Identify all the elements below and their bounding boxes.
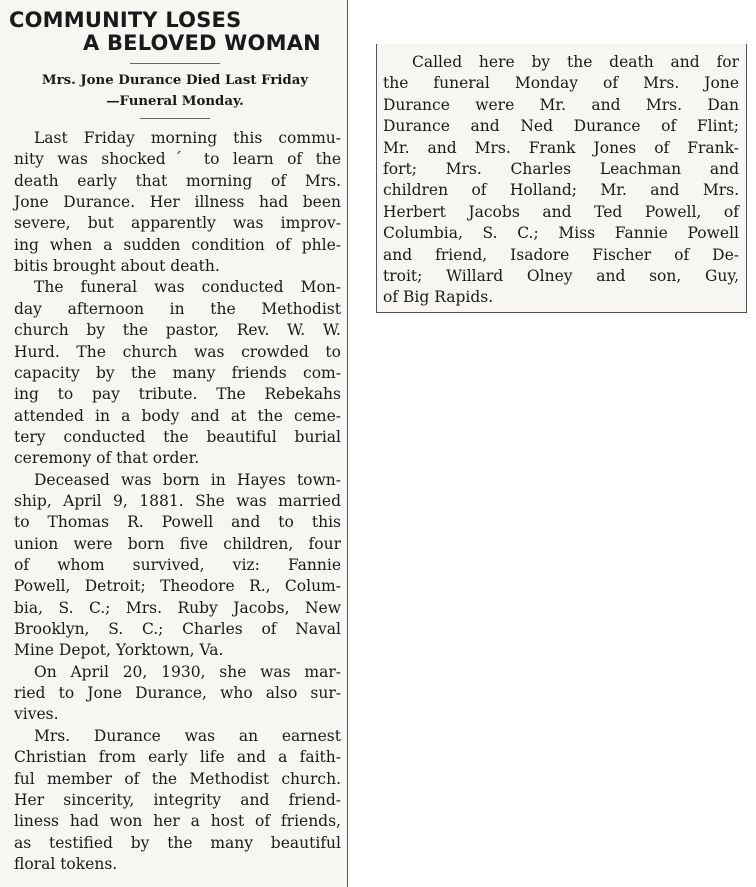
body-line: tery conducted the beautiful burial [14, 427, 341, 446]
body-line: Durance and Ned Durance of Flint; [383, 117, 739, 136]
body-line: Mine Depot, Yorktown, Va. [14, 641, 224, 660]
body-line: as testified by the many beautiful [14, 833, 341, 852]
body-line: Hurd. The church was crowded to [14, 342, 341, 361]
article-clipping-right [376, 44, 747, 313]
body-line: children of Holland; Mr. and Mrs. [383, 181, 739, 200]
body-line: ried to Jone Durance, who also sur- [14, 684, 341, 703]
body-line: ceremony of that order. [14, 449, 200, 468]
body-line: Columbia, S. C.; Miss Fannie Powell [383, 224, 739, 243]
body-line: ful member of the Methodist church. [14, 769, 341, 788]
body-line: attended in a body and at the ceme- [14, 406, 341, 425]
body-line: and friend, Isadore Fischer of De- [383, 245, 739, 264]
body-line: Her sincerity, integrity and friend- [14, 790, 341, 809]
body-line: fort; Mrs. Charles Leachman and [383, 160, 739, 178]
body-line: troit; Willard Olney and son, Guy, [383, 267, 739, 285]
headline-line-2: A BELOVED WOMAN [83, 31, 321, 55]
body-line: union were born five children, four [14, 534, 341, 553]
body-line: of Big Rapids. [383, 288, 494, 307]
body-line: Last Friday morning this commu- [34, 129, 341, 147]
body-line: Herbert Jacobs and Ted Powell, of [383, 202, 739, 221]
body-line: ing when a sudden condition of phle- [14, 235, 341, 254]
headline-rule [130, 63, 220, 64]
body-line: vives. [14, 705, 59, 724]
body-line: bitis brought about death. [14, 257, 220, 276]
subhead-line-2: —Funeral Monday. [106, 94, 244, 109]
body-line: church by the pastor, Rev. W. W. [14, 321, 341, 340]
headline-line-1: COMMUNITY LOSES [9, 8, 242, 32]
body-line: ing to pay tribute. The Rebekahs [14, 385, 341, 404]
body-line: Brooklyn, S. C.; Charles of Naval [14, 620, 341, 639]
body-line: Mrs. Durance was an earnest [34, 726, 341, 745]
body-line: The funeral was conducted Mon- [34, 278, 341, 297]
body-line: bia, S. C.; Mrs. Ruby Jacobs, New [14, 598, 341, 617]
body-line: ship, April 9, 1881. She was married [14, 491, 341, 510]
body-line: Durance were Mr. and Mrs. Dan [383, 95, 739, 114]
body-line: severe, but apparently was improv- [14, 214, 341, 233]
body-line: to Thomas R. Powell and to this [14, 513, 341, 532]
subhead-line-1: Mrs. Jone Durance Died Last Friday [41, 73, 309, 88]
body-line: death early that morning of Mrs. [14, 171, 341, 190]
body-line: nity was shockedˊ to learn of the [14, 150, 341, 169]
body-line: day afternoon in the Methodist [14, 299, 341, 318]
body-line: capacity by the many friends com- [14, 363, 341, 382]
body-line: Christian from early life and a faith- [14, 748, 341, 767]
body-line: the funeral Monday of Mrs. Jone [383, 74, 739, 93]
body-line: Jone Durance. Her illness had been [14, 193, 341, 212]
article-clipping-left [0, 0, 348, 887]
subhead-rule [140, 118, 210, 119]
body-line: liness had won her a host of friends, [14, 812, 341, 831]
body-line: Powell, Detroit; Theodore R., Colum- [14, 577, 341, 596]
body-line: Called here by the death and for [412, 53, 739, 71]
body-line: Mr. and Mrs. Frank Jones of Frank- [383, 138, 739, 157]
body-line: floral tokens. [14, 854, 118, 873]
body-line: of whom survived, viz: Fannie [14, 556, 341, 574]
body-line: Deceased was born in Hayes town- [34, 470, 341, 489]
body-line: On April 20, 1930, she was mar- [34, 662, 341, 681]
